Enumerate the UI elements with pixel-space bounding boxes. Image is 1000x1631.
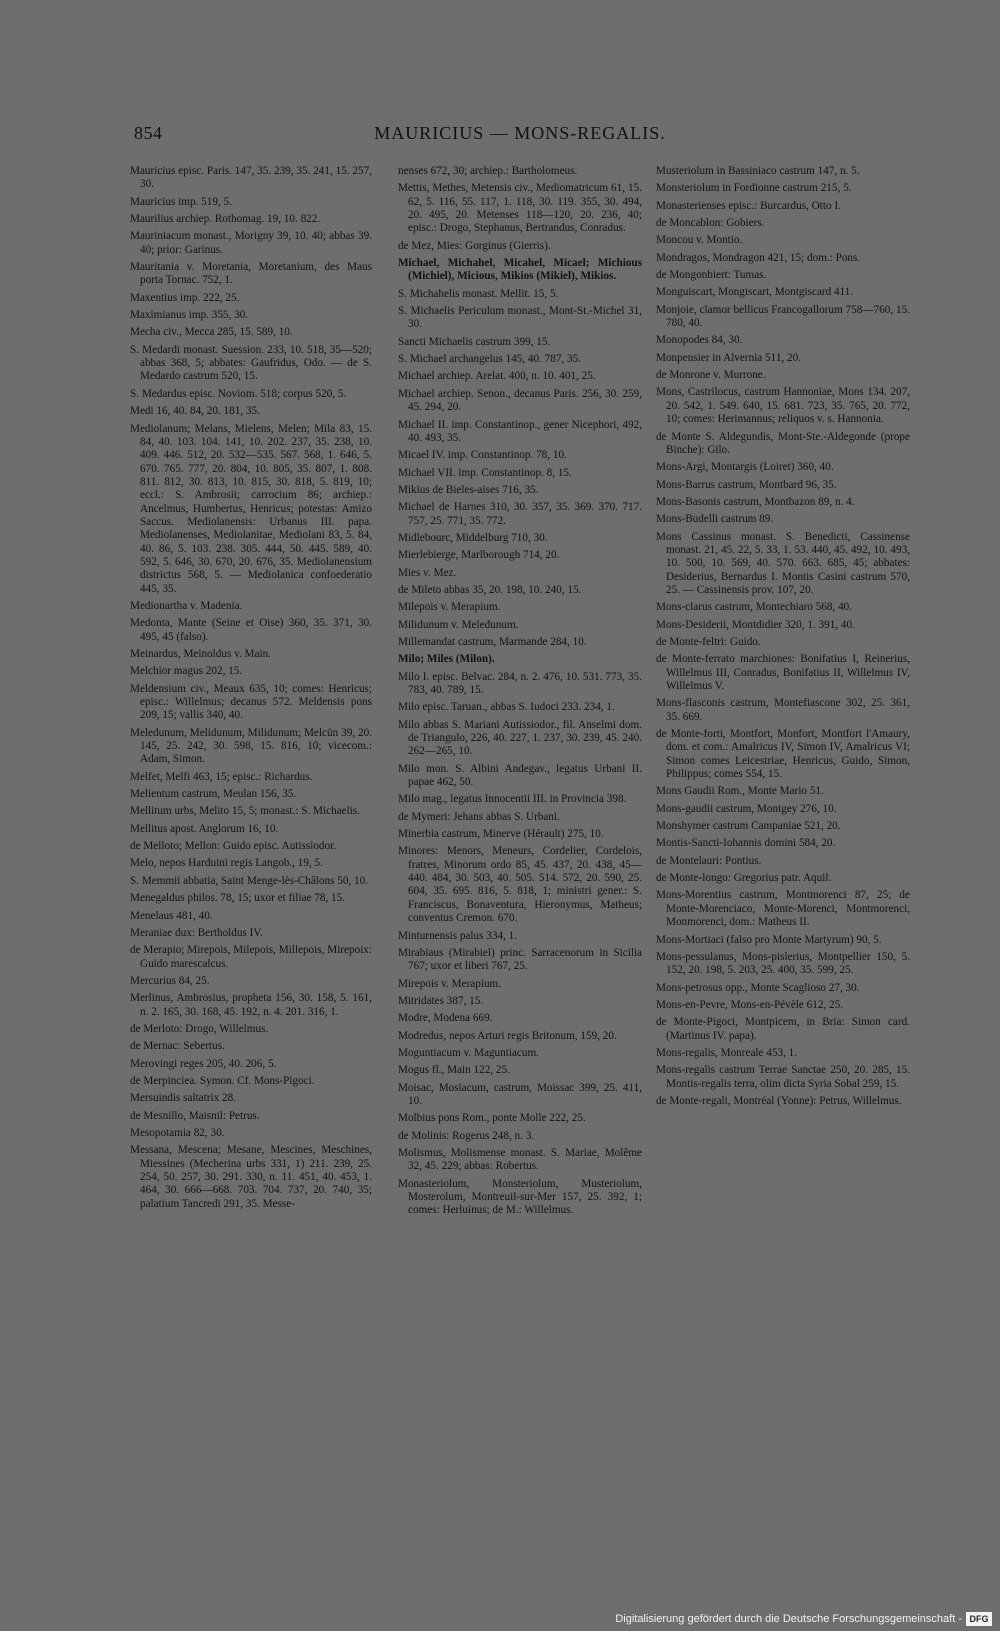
index-entry: Mons Cassinus monast. S. Benedicti, Cassinense monast. 21, 45. 22, 5. 33, 1. 53. 440, 45. 492, 10. 493, 10. 500, 10. 569, 40. 570. 663. 685, 45; abbates: Desiderius, Bernardus I. Montis Casini castrum 570, 25. — Cassinensis prov. 107, 20. [656,530,910,596]
index-entry: Meinardus, Meinoldus v. Main. [130,648,271,660]
index-entry: de Merloto: Drogo, Willelmus. [130,1022,269,1035]
index-entry: Mons-Mortiaci (falso pro Monte Martyrum) 90, 5. [656,933,882,946]
index-entry: Menegaldus philos. 78, 15; uxor et filiae 78, 15. [130,892,346,905]
index-entry: Michael II. imp. Constantinop., gener Nicephori, 492, 40. 493, 35. [398,418,642,444]
index-entry: S. Michaelis Periculum monast., Mont-St.-Michel 31, 30. [398,305,642,331]
index-entry: de Mongonbiert: Tumas. [656,269,767,282]
index-entry: Mons-Morentius castrum, Montmorenci 87, 25; de Monte-Morenciaco, Monte-Morenci, Montmorenci, Monmorenci, dom.: Matheus II. [656,889,910,929]
running-head: MAURICIUS — MONS-REGALIS. [374,123,666,143]
index-entry: Moguntiacum v. Maguntiacum. [398,1046,539,1059]
index-entry: Meraniae dux: Bertholdus IV. [130,926,263,939]
index-entry: Mirabiaus (Mirabiel) princ. Sarracenorum in Sicilia 767; uxor et liberi 767, 25. [398,946,642,973]
index-entry: Mauriniacum monast., Morigny 39, 10. 40; abbas 39. 40; prior: Garinus. [130,230,372,256]
index-entry: Millemandat castrum, Marmande 284, 10. [398,635,587,648]
index-entry: de Monte-ferrato marchiones: Bonifatius I, Reinerius, Willelmus III, Conradus, Bonifatius II, Willelmus IV, Willelmus V. [656,653,910,692]
index-entry: de Merpinciea. Symon. Cf. Mons-Pigoci. [130,1074,315,1087]
index-entry: Mons-en-Pevre, Mons-en-Pévèle 612, 25. [656,998,844,1011]
index-entry: de Mez, Mies: Gorginus (Gierris). [398,239,551,252]
book-page [120,105,920,1615]
index-entry: Mediolanum; Melans, Mielens, Melen; Mila 83, 15. 84, 40. 103. 104. 141, 10. 202. 237, 35. 238, 10. 409. 446. 512, 20. 532—535. 567. 568, 1. 646, 5. 670. 765. 777, 20. 804, 10. 805, 35. 807, 1. 808. 811. 812, 30. 813, 10. 815, 30. 818, 5. 819, 10; eccl.: S. Ambrosii; carrocium 86; archiep.: Ancelmus, Humbertus, Henricus; potestas: Amizo Saccus. Mediolanensis: Urbanus III. papa. Mediolanenses, Mediolanitae, Mediolani 83, 5. 84, 40. 86, 5. 103. 238. 305. 444, 50. 445. 589, 40. 592, 5. 646, 30. 670, 20. 676, 35. Mediolanensium districtus 568, 5. — Mediolanica confoederatio 445, 35. [130,422,372,595]
index-entry: Monjoie, clamor bellicus Francogallorum 758—760, 15. 780, 40. [656,303,910,330]
index-entry: de Mileto abbas 35, 20. 198, 10. 240, 15. [398,583,582,596]
index-entry: Molbius pons Rom., ponte Molle 222, 25. [398,1112,586,1125]
index-entry: Milo; Miles (Milon). [398,653,495,666]
index-entry: Mecha civ., Mecca 285, 15. 589, 10. [130,326,293,339]
index-entry: Maurilius archiep. Rothomag. 19, 10. 822. [130,213,321,226]
index-entry: Minerbia castrum, Minerve (Hérault) 275, 10. [398,828,604,841]
index-entry: Montis-Sancti-Iohannis domini 584, 20. [656,837,836,850]
index-entry: Melo, nepos Harduini regis Langob., 19, 5. [130,857,323,870]
index-entry: Monasteriolum, Monsteriolum, Musteriolum, Mosterolum, Montreuil-sur-Mer 157, 25. 392, 1; comes: Herluinus; de M.: Willelmus. [398,1177,642,1217]
index-entry: Mons-gaudii castrum, Montgey 276, 10. [656,802,837,815]
index-entry: de Moncablon: Gobiers. [656,217,765,230]
index-entry: Modredus, nepos Arturi regis Britonum, 159, 20. [398,1029,617,1042]
index-entry: Mikius de Bieles-aises 716, 35. [398,483,539,496]
index-entry: de Monte S. Aldegundis, Mont-Ste.-Aldegonde (prope Binche): Gilo. [656,430,910,456]
index-entry: Modre, Modena 669. [398,1012,493,1025]
index-entry: S. Medardus episc. Noviom. 518; corpus 520, 5. [130,387,347,400]
index-entry: Mitridates 387, 15. [398,994,484,1007]
index-entry: Mirepois v. Merapium. [398,977,502,990]
index-entry: Michael VII. imp. Constantinop. 8, 15. [398,466,572,479]
index-entry: Medonta, Mante (Seine et Oise) 360, 35. 371, 30. 495, 45 (falso). [130,617,372,643]
index-entry: de Monte-regali, Montréal (Yonne): Petrus, Willelmus. [656,1094,902,1107]
index-entry: Moncou v. Montio. [656,234,743,247]
index-entry: Mellitum urbs, Melito 15, 5; monast.: S. Michaelis. [130,805,360,818]
index-entry: Mogus fl., Main 122, 25. [398,1064,510,1077]
index-entry: Mauritania v. Moretania, Moretanium, des Maus porta Tornac. 752, 1. [130,261,372,287]
index-entry: Maxentius imp. 222, 25. [130,291,240,304]
index-entry: Mondragos, Mondragon 421, 15; dom.: Pons. [656,251,861,264]
index-entry: nenses 672, 30; archiep.: Bartholomeus. [398,165,578,177]
index-entry: de Monrone v. Murrone. [656,369,766,382]
index-entry: Milepois v. Merapium. [398,601,501,614]
index-entry: Mons-regalis castrum Terrae Sanctae 250, 20. 285, 15. Montis-regalis terra, olim dicta Syria Sobal 259, 15. [656,1064,910,1090]
index-column-2 [398,165,642,1222]
index-entry: Michael, Michahel, Micahel, Micael; Michious (Michiel), Micious, Mikios (Mikiel), Mikios. [398,257,642,283]
index-entry: Michael archiep. Senon., decanus Paris. 256, 30. 259, 45. 294, 20. [398,387,642,414]
index-entry: Monpensier in Alvernia 511, 20. [656,351,801,364]
index-entry: Mons, Castrilocus, castrum Hannoniae, Mons 134. 207, 20. 542, 1. 549. 640, 15. 681. 723, 35. 765, 20. 772, 10; comes: Herimannus; reliquos v. s. Hannonia. [656,386,910,426]
index-entry: de Monte-Pigoci, Montpicem, in Bria: Simon card. (Martinus IV. papa). [656,1016,910,1042]
index-entry: Messana, Mescena; Mesane, Mescines, Meschines, Miessines (Mecherina urbs 331, 1) 211. 239, 25. 254, 50. 257, 30. 291. 330, n. 11. 451, 40. 453, 1. 464, 30. 666—668. 703. 704. 737, 20. 740, 35; palatium Tancredi 291, 35. Messe- [130,1144,372,1210]
index-entry: Mons-clarus castrum, Montechiaro 568, 40. [656,601,853,614]
index-entry: Mauricius imp. 519, 5. [130,195,232,208]
index-entry: Meldensium civ., Meaux 635, 10; comes: Henricus; episc.: Willelmus; decanus 572. Meldensis pons 209, 15; vallis 340, 40. [130,682,372,722]
index-entry: Mons-petrosus opp., Monte Scaglioso 27, 30. [656,981,860,994]
index-entry: de Monte-longo: Gregorius patr. Aquil. [656,872,832,885]
index-entry: Sancti Michaelis castrum 399, 15. [398,335,551,348]
index-entry: Menelaus 481, 40. [130,909,213,922]
index-entry: Medionartha v. Madenia. [130,599,243,612]
index-entry: de Merapio; Mirepois, Milepois, Millepois, Mirepoix: Guido marescalcus. [130,944,372,970]
index-entry: Mons-Argi, Montargis (Loiret) 360, 40. [656,461,834,474]
index-entry: Mierlebierge, Marlborough 714, 20. [398,549,560,562]
index-entry: Milo episc. Taruan., abbas S. Iudoci 233. 234, 1. [398,701,615,714]
index-entry: de Mernac: Sebertus. [130,1040,225,1053]
index-entry: Maximianus imp. 355, 30. [130,309,249,322]
index-entry: Milo mon. S. Albini Andegav., legatus Urbani II. papae 462, 50. [398,762,642,789]
index-entry: Mettis, Methes, Metensis civ., Mediomatricum 61, 15. 62, 5. 116, 55. 117, 1. 118, 30. 119. 355, 30. 494, 20. 495, 20. Metenses 118—120, 20. 236, 40; episc.: Drogo, Stephanus, Bertrandus, Conradus. [398,182,642,235]
index-entry: Mons Gaudii Rom., Monte Mario 51. [656,785,824,798]
index-entry: Mons-Basonis castrum, Montbazon 89, n. 4. [656,495,855,508]
index-entry: Milo abbas S. Mariani Autissiodor., fil. Anselmi dom. de Triangulo, 226, 40. 227, 1. 237, 30. 239, 45. 240. 262—265, 10. [398,718,642,758]
index-entry: Micael IV. imp. Constantinop. 78, 10. [398,449,567,462]
index-entry: S. Michael archangelus 145, 40. 787, 35. [398,353,582,366]
index-entry: Monasterienses episc.: Burcardus, Otto I. [656,199,841,212]
index-entry: Mons-regalis, Monreale 453, 1. [656,1046,798,1059]
index-entry: de Monte-feltri: Guido. [656,635,761,648]
funding-notice: Digitalisierung gefördert durch die Deutsche Forschungsgemeinschaft - [615,1613,962,1625]
index-entry: Midlebourc, Middelburg 710, 30. [398,531,548,544]
index-entry: Mercurius 84, 25. [130,974,210,987]
index-entry: Melchior magus 202, 15. [130,665,243,678]
footer-bar [0,1608,1000,1631]
index-entry: S. Michahelis monast. Mellit. 15, 5. [398,287,559,300]
index-entry: Mies v. Mez. [398,566,457,579]
index-entry: Minores: Menors, Meneurs, Cordelier, Cordelois, fratres, Minorum ordo 85, 45. 437, 20. 438, 45—440. 484, 30. 503, 40. 505. 514. 572, 20. 590, 25. 604, 35. 695. 816, 5. 818, 1; ministri gener.: S. Franciscus, Bonaventura, Hieronymus, Matheus; conventus Cremon. 670. [398,845,642,925]
index-entry: Monsteriolum in Fordionne castrum 215, 5. [656,182,852,195]
index-entry: Monopodes 84, 30. [656,334,743,347]
index-entry: S. Memmii abbatia, Saint Menge-lès-Châlons 50, 10. [130,874,369,887]
index-entry: Michael de Harnes 310, 30. 357, 35. 369. 370. 717. 757, 25. 771, 35. 772. [398,501,642,527]
index-entry: Meledunum, Melidunum, Milidunum; Melcün 39, 20. 145, 25. 242, 30. 598, 15. 816, 10; vicecom.: Adam, Simon. [130,726,372,766]
index-entry: Medi 16, 40. 84, 20. 181, 35. [130,405,260,418]
index-entry: Melientum castrum, Meulan 156, 35. [130,788,297,801]
index-column-3 [656,165,910,1112]
index-entry: Melfet, Melfi 463, 15; episc.: Richardus. [130,770,313,783]
index-entry: Mauricius episc. Paris. 147, 35. 239, 35. 241, 15. 257, 30. [130,165,372,191]
index-entry: Mons-Desiderii, Montdidier 320, 1. 391, 40. [656,618,855,631]
index-column-1 [130,165,372,1215]
index-entry: Mons-pessulanus, Mons-pislerius, Montpellier 150, 5. 152, 20. 198, 5. 203, 25. 400, 35. 599, 25. [656,950,910,977]
index-entry: Monshymer castrum Campaniae 521, 20. [656,820,841,833]
index-entry: Merovingi reges 205, 40. 206, 5. [130,1057,277,1070]
index-entry: Molismus, Molismense monast. S. Mariae, Molême 32, 45. 229; abbas: Robertus. [398,1146,642,1173]
index-entry: Mons-Budelli castrum 89. [656,513,774,526]
index-entry: S. Medardi monast. Suession. 233, 10. 518, 35—520; abbas 368, 5; abbates: Gaufridus, Odo. — de S. Medardo castrum 520, 15. [130,343,372,383]
index-entry: Michael archiep. Arelat. 400, n. 10. 401, 25. [398,370,596,383]
dfg-logo: DFG [966,1612,992,1626]
index-entry: de Mymeri: Jehans abbas S. Urbani. [398,810,560,823]
index-entry: Mersuindis saltatrix 28. [130,1092,236,1105]
index-entry: Mesopotamia 82, 30. [130,1126,225,1139]
index-entry: Milo I. episc. Belvac. 284, n. 2. 476, 10. 531. 773, 35. 783, 40. 789, 15. [398,670,642,696]
page-number: 854 [134,123,163,143]
index-entry: Mellitus apost. Anglorum 16, 10. [130,822,279,835]
index-entry: Mons-flasconis castrum, Montefiascone 302, 25. 361, 35. 669. [656,697,910,723]
index-entry: Moisac, Mosiacum, castrum, Moissac 399, 25. 411, 10. [398,1081,642,1107]
index-entry: Milo mag., legatus Innocentii III. in Provincia 398. [398,793,627,806]
index-entry: Milidunum v. Meledunum. [398,618,519,631]
index-entry: Mons-Barrus castrum, Montbard 96, 35. [656,478,837,491]
index-entry: de Monte-forti, Montfort, Monfort, Montfort l'Amaury, dom. et com.: Amalricus IV, Simon IV, Amalricus VI; Simon comes Leicestriae, Henricus, Guido, Simon, Philippus; comes 554, 15. [656,728,910,781]
index-entry: Minturnensis palus 334, 1. [398,929,518,942]
index-entry: de Melloto; Mellon: Guido episc. Autissiodor. [130,840,337,853]
index-entry: Merlinus, Ambrosius, propheta 156, 30. 158, 5. 161, n. 2. 165, 30. 168, 45. 192, n. 4. 201. 316, 1. [130,992,372,1018]
index-entry: de Molinis: Rogerus 248, n. 3. [398,1129,535,1142]
index-entry: de Montelauri: Pontius. [656,854,762,867]
index-entry: Musteriolum in Bassiniaco castrum 147, n. 5. [656,165,860,177]
index-entry: Monguiscart, Mongiscart, Montgiscard 411. [656,286,854,299]
index-entry: de Mesnillo, Maisnil: Petrus. [130,1109,260,1122]
